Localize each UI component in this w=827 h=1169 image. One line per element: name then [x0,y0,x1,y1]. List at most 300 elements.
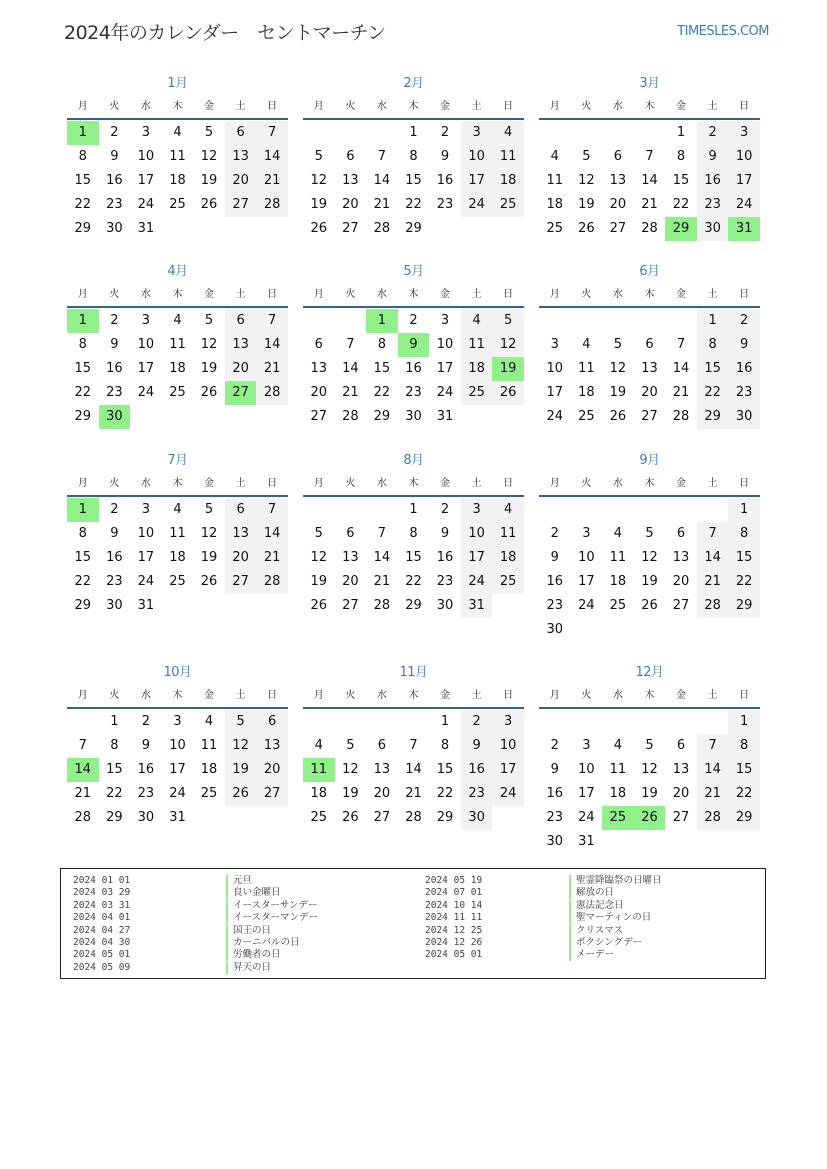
day-cell[interactable]: 9 [728,333,760,357]
day-cell[interactable]: 16 [546,574,564,589]
day-cell[interactable]: 2 [461,710,493,734]
day-cell[interactable]: 11 [169,526,186,541]
day-cell[interactable]: 10 [578,762,595,777]
day-cell[interactable]: 27 [310,409,328,424]
day-cell[interactable]: 26 [310,598,328,613]
day-cell[interactable]: 11 [169,149,186,164]
day-cell[interactable]: 4 [613,738,623,753]
day-cell[interactable]: 1 [110,714,119,729]
day-cell[interactable]: 3 [141,313,151,328]
holiday-day-cell[interactable]: 29 [665,217,697,241]
day-cell[interactable]: 30 [697,217,729,241]
day-cell[interactable]: 17 [546,385,564,400]
day-cell[interactable]: 1 [728,710,760,734]
day-cell[interactable]: 27 [373,810,391,825]
day-cell[interactable]: 23 [405,385,422,400]
day-cell[interactable]: 13 [609,173,627,188]
day-cell[interactable]: 23 [137,786,155,801]
day-cell[interactable]: 14 [373,173,391,188]
day-cell[interactable]: 25 [492,570,524,594]
day-cell[interactable]: 25 [200,786,218,801]
day-cell[interactable]: 22 [373,385,391,400]
day-cell[interactable]: 24 [546,409,564,424]
day-cell[interactable]: 20 [256,758,288,782]
day-cell[interactable]: 28 [342,409,359,424]
day-cell[interactable]: 9 [110,526,119,541]
day-cell[interactable]: 3 [173,714,182,729]
day-cell[interactable]: 23 [106,197,123,212]
day-cell[interactable]: 2 [697,121,729,145]
day-cell[interactable]: 28 [672,409,690,424]
day-cell[interactable]: 27 [342,598,359,613]
holiday-day-cell[interactable]: 11 [303,758,335,782]
day-cell[interactable]: 6 [377,738,387,753]
day-cell[interactable]: 26 [641,598,658,613]
day-cell[interactable]: 29 [405,598,422,613]
day-cell[interactable]: 24 [492,782,524,806]
day-cell[interactable]: 26 [225,782,257,806]
day-cell[interactable]: 12 [641,762,658,777]
day-cell[interactable]: 2 [550,526,559,541]
day-cell[interactable]: 2 [110,313,119,328]
day-cell[interactable]: 5 [204,125,214,140]
day-cell[interactable]: 9 [697,145,729,169]
day-cell[interactable]: 12 [200,149,218,164]
day-cell[interactable]: 11 [461,333,493,357]
day-cell[interactable]: 25 [310,810,328,825]
day-cell[interactable]: 14 [256,145,288,169]
day-cell[interactable]: 3 [461,498,493,522]
day-cell[interactable]: 10 [492,734,524,758]
day-cell[interactable]: 19 [200,173,218,188]
day-cell[interactable]: 17 [137,550,155,565]
day-cell[interactable]: 25 [546,221,564,236]
day-cell[interactable]: 6 [256,710,288,734]
day-cell[interactable]: 2 [550,738,559,753]
day-cell[interactable]: 10 [137,337,155,352]
day-cell[interactable]: 4 [492,498,524,522]
day-cell[interactable]: 28 [697,594,729,618]
day-cell[interactable]: 8 [78,149,87,164]
day-cell[interactable]: 25 [492,193,524,217]
day-cell[interactable]: 4 [550,149,559,164]
holiday-day-cell[interactable]: 25 [602,806,634,830]
day-cell[interactable]: 16 [728,357,760,381]
day-cell[interactable]: 12 [200,337,218,352]
day-cell[interactable]: 27 [225,570,257,594]
day-cell[interactable]: 18 [492,546,524,570]
day-cell[interactable]: 1 [676,125,686,140]
day-cell[interactable]: 23 [461,782,493,806]
day-cell[interactable]: 6 [314,337,323,352]
day-cell[interactable]: 9 [461,734,493,758]
day-cell[interactable]: 2 [728,309,760,333]
day-cell[interactable]: 23 [728,381,760,405]
day-cell[interactable]: 30 [106,221,123,236]
day-cell[interactable]: 22 [106,786,123,801]
day-cell[interactable]: 28 [641,221,658,236]
day-cell[interactable]: 7 [697,734,729,758]
day-cell[interactable]: 20 [373,786,391,801]
day-cell[interactable]: 27 [672,810,690,825]
day-cell[interactable]: 13 [225,333,257,357]
day-cell[interactable]: 30 [137,810,155,825]
day-cell[interactable]: 19 [641,574,658,589]
day-cell[interactable]: 2 [440,125,450,140]
day-cell[interactable]: 21 [256,357,288,381]
day-cell[interactable]: 29 [106,810,123,825]
day-cell[interactable]: 25 [609,598,627,613]
day-cell[interactable]: 21 [256,546,288,570]
day-cell[interactable]: 28 [373,221,391,236]
day-cell[interactable]: 22 [672,197,690,212]
day-cell[interactable]: 20 [225,357,257,381]
day-cell[interactable]: 21 [373,197,391,212]
day-cell[interactable]: 24 [137,574,155,589]
day-cell[interactable]: 7 [256,121,288,145]
day-cell[interactable]: 5 [204,313,214,328]
day-cell[interactable]: 19 [310,197,328,212]
day-cell[interactable]: 13 [342,173,359,188]
day-cell[interactable]: 20 [641,385,658,400]
holiday-day-cell[interactable]: 1 [67,309,99,333]
day-cell[interactable]: 17 [578,786,595,801]
day-cell[interactable]: 4 [173,125,182,140]
holiday-day-cell[interactable]: 27 [225,381,257,405]
day-cell[interactable]: 10 [578,550,595,565]
holiday-day-cell[interactable]: 9 [398,333,430,357]
day-cell[interactable]: 18 [609,786,627,801]
day-cell[interactable]: 13 [256,734,288,758]
day-cell[interactable]: 10 [461,145,493,169]
day-cell[interactable]: 8 [728,734,760,758]
day-cell[interactable]: 14 [697,546,729,570]
day-cell[interactable]: 19 [200,550,218,565]
day-cell[interactable]: 12 [310,173,328,188]
day-cell[interactable]: 20 [225,546,257,570]
day-cell[interactable]: 16 [436,173,454,188]
day-cell[interactable]: 21 [74,786,92,801]
day-cell[interactable]: 27 [342,221,359,236]
day-cell[interactable]: 6 [676,738,686,753]
day-cell[interactable]: 29 [405,221,422,236]
day-cell[interactable]: 2 [141,714,151,729]
day-cell[interactable]: 25 [169,197,186,212]
day-cell[interactable]: 5 [492,309,524,333]
day-cell[interactable]: 29 [728,806,760,830]
day-cell[interactable]: 10 [137,526,155,541]
day-cell[interactable]: 22 [405,197,422,212]
day-cell[interactable]: 29 [74,221,92,236]
day-cell[interactable]: 19 [225,758,257,782]
day-cell[interactable]: 3 [582,738,591,753]
day-cell[interactable]: 20 [342,574,359,589]
day-cell[interactable]: 8 [440,738,450,753]
day-cell[interactable]: 28 [256,570,288,594]
day-cell[interactable]: 13 [672,550,690,565]
holiday-day-cell[interactable]: 30 [99,405,131,429]
day-cell[interactable]: 1 [697,309,729,333]
day-cell[interactable]: 1 [728,498,760,522]
day-cell[interactable]: 6 [613,149,623,164]
day-cell[interactable]: 5 [645,738,654,753]
day-cell[interactable]: 5 [314,149,323,164]
day-cell[interactable]: 21 [373,574,391,589]
day-cell[interactable]: 8 [78,526,87,541]
day-cell[interactable]: 23 [546,598,564,613]
day-cell[interactable]: 11 [609,762,627,777]
day-cell[interactable]: 30 [546,834,564,849]
day-cell[interactable]: 6 [225,121,257,145]
day-cell[interactable]: 5 [645,526,654,541]
day-cell[interactable]: 5 [314,526,323,541]
day-cell[interactable]: 15 [74,173,92,188]
day-cell[interactable]: 16 [436,550,454,565]
day-cell[interactable]: 18 [169,173,186,188]
day-cell[interactable]: 24 [461,193,493,217]
day-cell[interactable]: 29 [436,810,454,825]
day-cell[interactable]: 27 [256,782,288,806]
day-cell[interactable]: 9 [550,550,559,565]
day-cell[interactable]: 10 [137,149,155,164]
holiday-day-cell[interactable]: 14 [67,758,99,782]
holiday-day-cell[interactable]: 19 [492,357,524,381]
day-cell[interactable]: 16 [405,361,422,376]
day-cell[interactable]: 8 [409,526,418,541]
day-cell[interactable]: 16 [137,762,155,777]
day-cell[interactable]: 18 [169,361,186,376]
holiday-day-cell[interactable]: 31 [728,217,760,241]
day-cell[interactable]: 12 [342,762,359,777]
day-cell[interactable]: 6 [645,337,654,352]
day-cell[interactable]: 5 [346,738,355,753]
day-cell[interactable]: 23 [546,810,564,825]
day-cell[interactable]: 23 [436,197,454,212]
day-cell[interactable]: 16 [106,361,123,376]
day-cell[interactable]: 8 [78,337,87,352]
day-cell[interactable]: 2 [440,502,450,517]
day-cell[interactable]: 14 [672,361,690,376]
day-cell[interactable]: 31 [436,409,454,424]
day-cell[interactable]: 21 [697,782,729,806]
day-cell[interactable]: 22 [436,786,454,801]
day-cell[interactable]: 30 [106,598,123,613]
day-cell[interactable]: 7 [346,337,355,352]
day-cell[interactable]: 28 [74,810,92,825]
day-cell[interactable]: 13 [342,550,359,565]
day-cell[interactable]: 29 [74,409,92,424]
day-cell[interactable]: 26 [609,409,627,424]
day-cell[interactable]: 6 [346,149,355,164]
day-cell[interactable]: 14 [373,550,391,565]
day-cell[interactable]: 4 [314,738,323,753]
day-cell[interactable]: 24 [578,810,595,825]
day-cell[interactable]: 28 [373,598,391,613]
day-cell[interactable]: 8 [697,333,729,357]
holiday-day-cell[interactable]: 1 [67,121,99,145]
day-cell[interactable]: 10 [436,337,454,352]
day-cell[interactable]: 9 [110,149,119,164]
holiday-day-cell[interactable]: 1 [67,498,99,522]
day-cell[interactable]: 1 [440,714,450,729]
day-cell[interactable]: 12 [641,550,658,565]
day-cell[interactable]: 28 [256,193,288,217]
day-cell[interactable]: 31 [578,834,595,849]
day-cell[interactable]: 28 [697,806,729,830]
holiday-day-cell[interactable]: 26 [634,806,666,830]
day-cell[interactable]: 28 [405,810,422,825]
day-cell[interactable]: 20 [310,385,328,400]
day-cell[interactable]: 15 [436,762,454,777]
day-cell[interactable]: 22 [74,574,92,589]
day-cell[interactable]: 4 [173,313,182,328]
day-cell[interactable]: 3 [492,710,524,734]
day-cell[interactable]: 14 [641,173,658,188]
day-cell[interactable]: 14 [342,361,359,376]
day-cell[interactable]: 21 [256,169,288,193]
day-cell[interactable]: 30 [405,409,422,424]
day-cell[interactable]: 24 [137,197,155,212]
day-cell[interactable]: 9 [440,526,450,541]
day-cell[interactable]: 5 [582,149,591,164]
day-cell[interactable]: 13 [641,361,658,376]
day-cell[interactable]: 14 [697,758,729,782]
day-cell[interactable]: 18 [492,169,524,193]
day-cell[interactable]: 23 [697,193,729,217]
day-cell[interactable]: 20 [342,197,359,212]
day-cell[interactable]: 24 [169,786,186,801]
day-cell[interactable]: 19 [342,786,359,801]
day-cell[interactable]: 24 [578,598,595,613]
day-cell[interactable]: 31 [461,594,493,618]
day-cell[interactable]: 1 [409,125,418,140]
day-cell[interactable]: 12 [200,526,218,541]
day-cell[interactable]: 20 [672,574,690,589]
day-cell[interactable]: 6 [225,309,257,333]
day-cell[interactable]: 31 [137,598,155,613]
day-cell[interactable]: 25 [169,574,186,589]
day-cell[interactable]: 24 [728,193,760,217]
day-cell[interactable]: 30 [546,622,564,637]
day-cell[interactable]: 7 [409,738,418,753]
day-cell[interactable]: 30 [728,405,760,429]
day-cell[interactable]: 8 [676,149,686,164]
day-cell[interactable]: 19 [609,385,627,400]
day-cell[interactable]: 12 [310,550,328,565]
day-cell[interactable]: 21 [405,786,422,801]
day-cell[interactable]: 2 [110,125,119,140]
day-cell[interactable]: 13 [672,762,690,777]
day-cell[interactable]: 27 [225,193,257,217]
day-cell[interactable]: 25 [578,409,595,424]
day-cell[interactable]: 29 [74,598,92,613]
day-cell[interactable]: 13 [225,522,257,546]
day-cell[interactable]: 8 [728,522,760,546]
day-cell[interactable]: 17 [169,762,186,777]
day-cell[interactable]: 11 [578,361,595,376]
day-cell[interactable]: 23 [436,574,454,589]
day-cell[interactable]: 23 [106,385,123,400]
day-cell[interactable]: 4 [492,121,524,145]
day-cell[interactable]: 13 [225,145,257,169]
day-cell[interactable]: 5 [225,710,257,734]
day-cell[interactable]: 3 [440,313,450,328]
day-cell[interactable]: 16 [546,786,564,801]
day-cell[interactable]: 9 [141,738,151,753]
day-cell[interactable]: 16 [461,758,493,782]
day-cell[interactable]: 22 [405,574,422,589]
day-cell[interactable]: 24 [461,570,493,594]
day-cell[interactable]: 31 [137,221,155,236]
day-cell[interactable]: 4 [613,526,623,541]
day-cell[interactable]: 5 [613,337,623,352]
day-cell[interactable]: 26 [342,810,359,825]
day-cell[interactable]: 2 [110,502,119,517]
day-cell[interactable]: 29 [697,405,729,429]
day-cell[interactable]: 11 [492,522,524,546]
day-cell[interactable]: 1 [409,502,418,517]
day-cell[interactable]: 9 [550,762,559,777]
day-cell[interactable]: 9 [110,337,119,352]
day-cell[interactable]: 8 [110,738,119,753]
day-cell[interactable]: 8 [377,337,387,352]
day-cell[interactable]: 26 [492,381,524,405]
day-cell[interactable]: 15 [74,550,92,565]
day-cell[interactable]: 19 [578,197,595,212]
day-cell[interactable]: 12 [225,734,257,758]
day-cell[interactable]: 20 [672,786,690,801]
day-cell[interactable]: 15 [728,758,760,782]
day-cell[interactable]: 7 [697,522,729,546]
day-cell[interactable]: 17 [137,361,155,376]
day-cell[interactable]: 6 [225,498,257,522]
day-cell[interactable]: 29 [728,594,760,618]
day-cell[interactable]: 28 [256,381,288,405]
day-cell[interactable]: 18 [461,357,493,381]
day-cell[interactable]: 17 [728,169,760,193]
day-cell[interactable]: 21 [672,385,690,400]
day-cell[interactable]: 17 [137,173,155,188]
day-cell[interactable]: 11 [609,550,627,565]
day-cell[interactable]: 15 [405,550,422,565]
day-cell[interactable]: 7 [377,149,387,164]
day-cell[interactable]: 21 [641,197,658,212]
day-cell[interactable]: 18 [546,197,564,212]
day-cell[interactable]: 6 [346,526,355,541]
day-cell[interactable]: 10 [728,145,760,169]
day-cell[interactable]: 15 [106,762,123,777]
day-cell[interactable]: 7 [377,526,387,541]
day-cell[interactable]: 27 [641,409,658,424]
day-cell[interactable]: 13 [373,762,391,777]
day-cell[interactable]: 15 [74,361,92,376]
day-cell[interactable]: 13 [310,361,328,376]
day-cell[interactable]: 18 [609,574,627,589]
day-cell[interactable]: 3 [550,337,559,352]
day-cell[interactable]: 27 [672,598,690,613]
day-cell[interactable]: 18 [169,550,186,565]
day-cell[interactable]: 21 [697,570,729,594]
day-cell[interactable]: 4 [582,337,591,352]
day-cell[interactable]: 11 [546,173,564,188]
day-cell[interactable]: 14 [405,762,422,777]
day-cell[interactable]: 19 [641,786,658,801]
day-cell[interactable]: 18 [310,786,328,801]
day-cell[interactable]: 10 [546,361,564,376]
day-cell[interactable]: 15 [405,173,422,188]
day-cell[interactable]: 17 [461,546,493,570]
day-cell[interactable]: 18 [200,762,218,777]
